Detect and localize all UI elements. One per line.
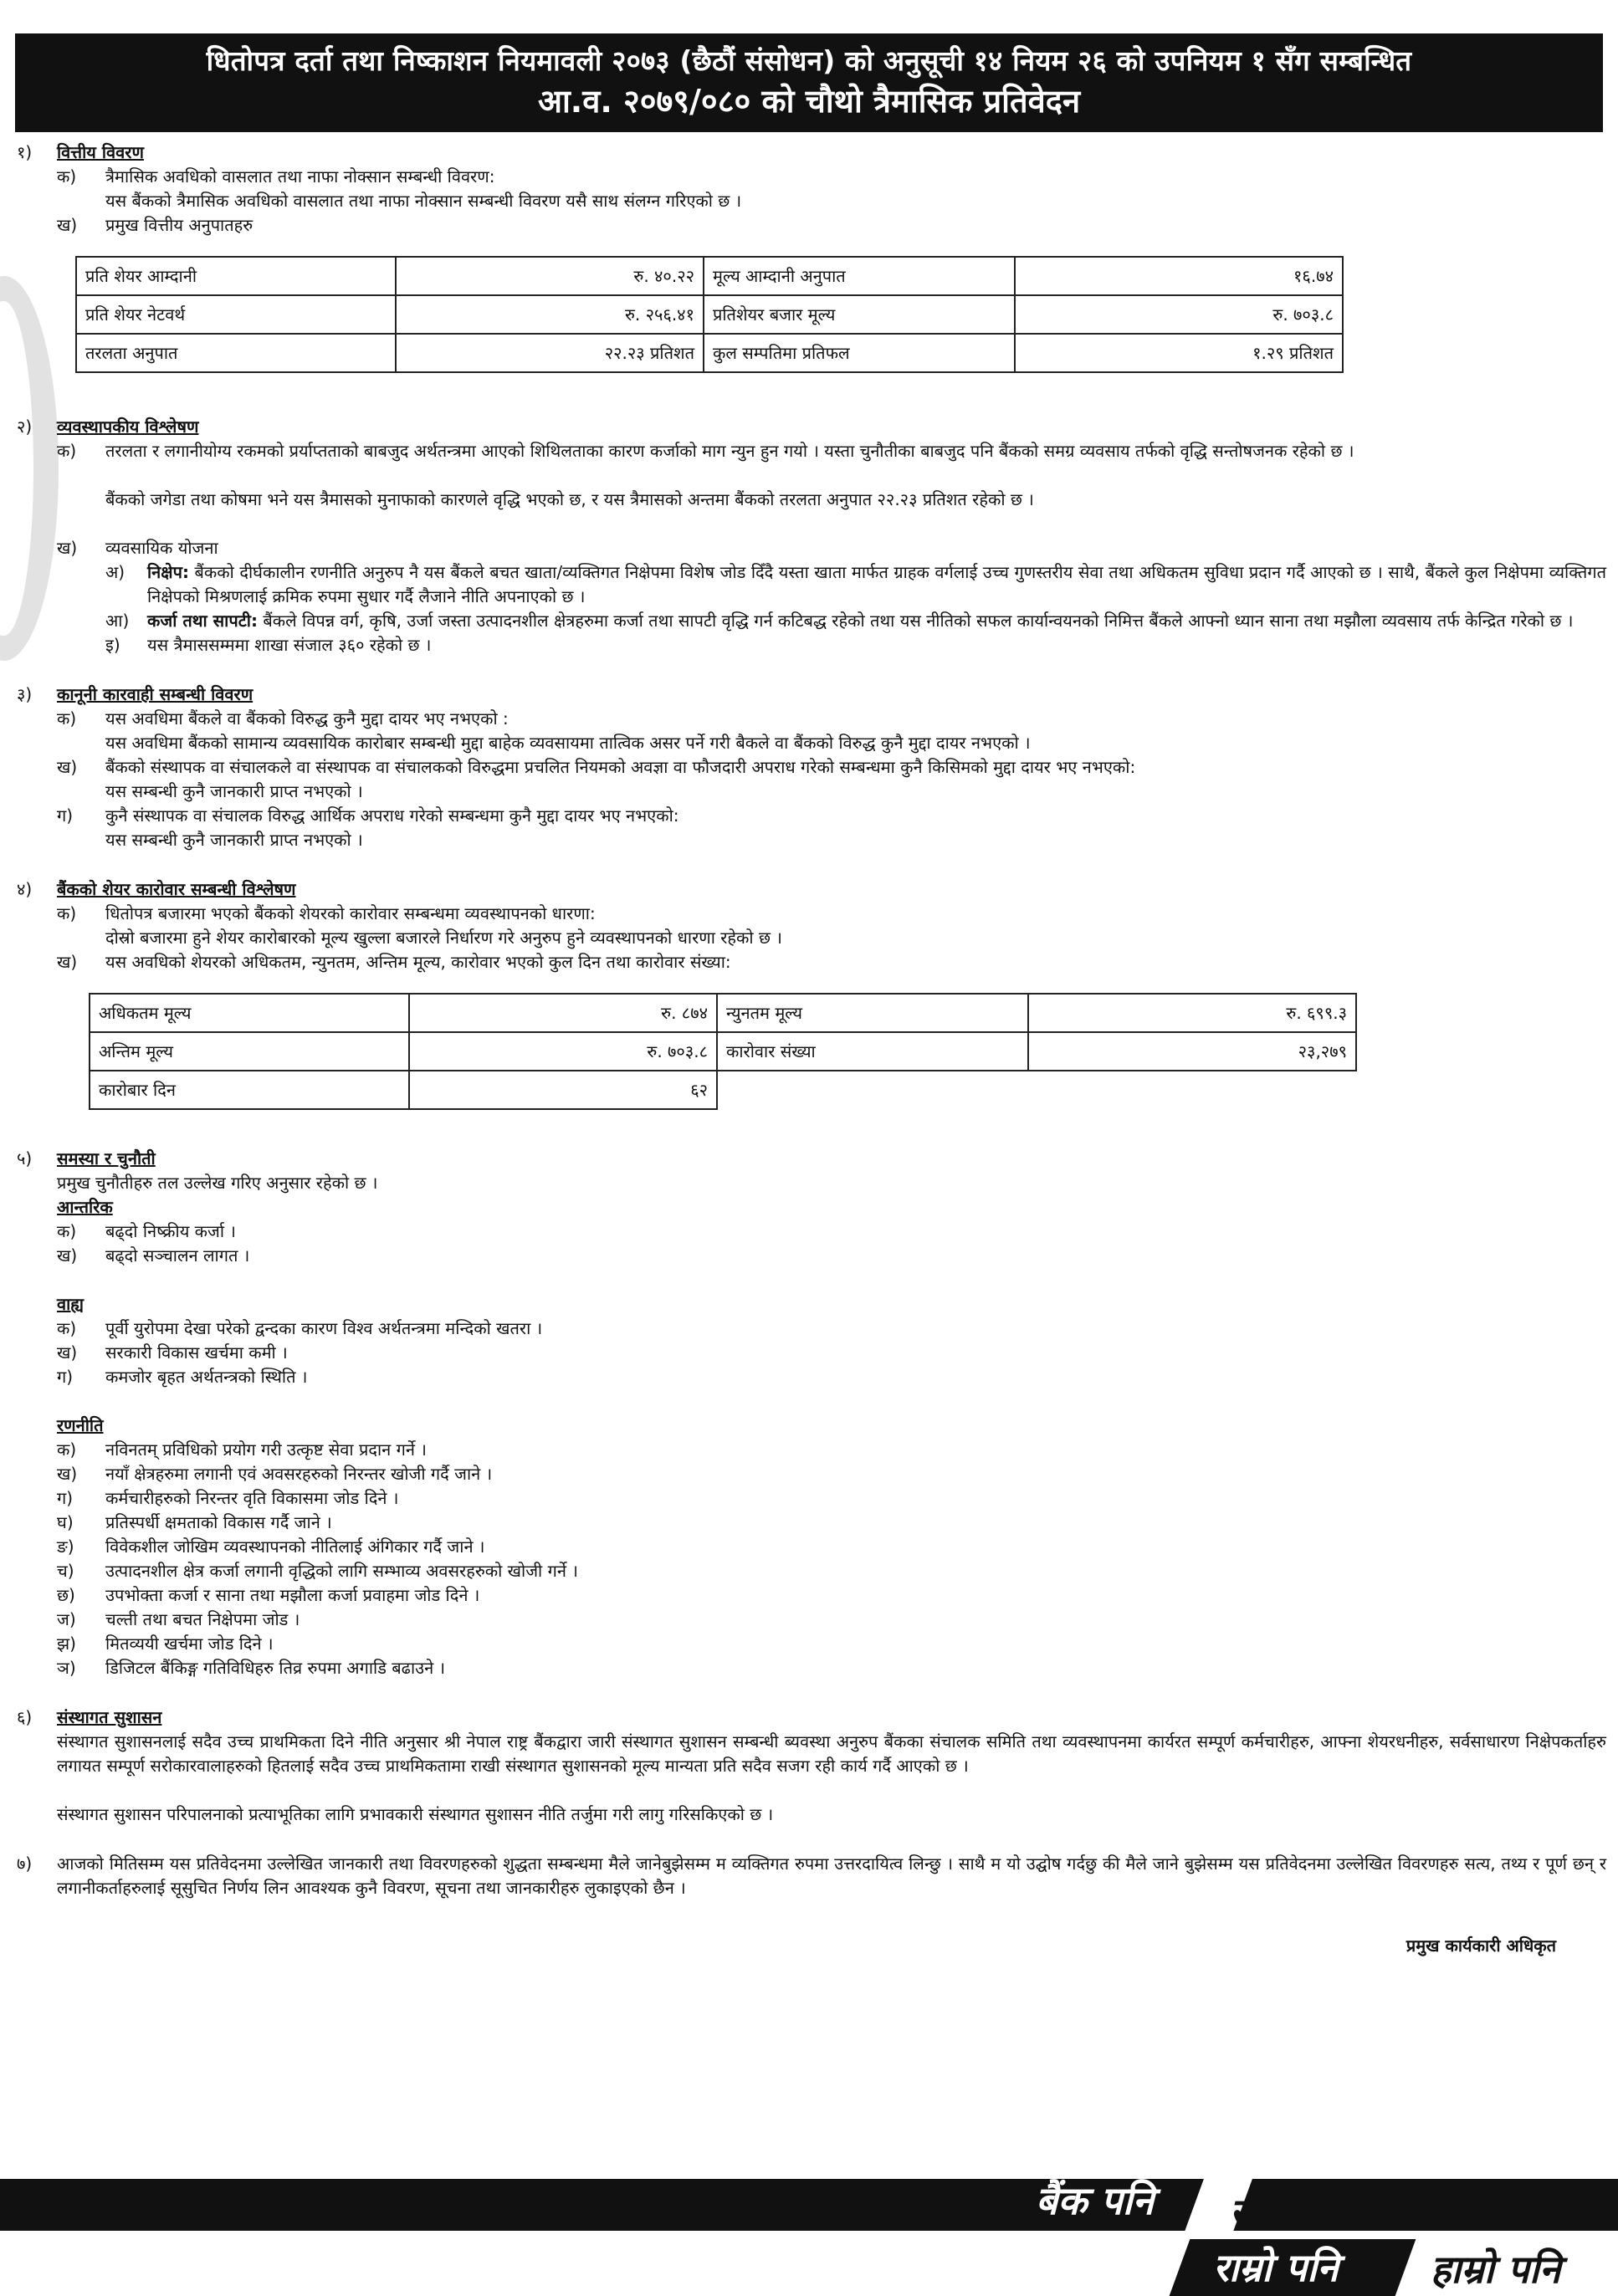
list-item [57,1438,1606,1462]
item-label: छ) [57,1585,75,1605]
list-item [57,1632,1606,1656]
item-text: डिजिटल बैंकिङ्ग गतिविधिहरु तिव्र रुपमा अगाडि बढाउने । [105,1658,446,1678]
share-trading-table [89,993,1357,1110]
slogan-1: बैंक पनि [1036,2178,1155,2223]
report-header [15,33,1603,132]
list-item [57,1535,1606,1559]
table-cell: कारोबार दिन [90,1071,409,1109]
section-management-analysis [17,415,1606,657]
external-title: वाह्य [57,1294,84,1314]
list-item [57,1462,1606,1486]
item-label: ज) [57,1609,76,1629]
section-number: ७) [17,1854,33,1874]
table-cell: प्रति शेयर आम्दानी [76,257,396,295]
table-row [90,1071,1356,1109]
item-text: प्रतिस्पर्धी क्षमताको विकास गर्दै जाने । [105,1512,332,1532]
item-label: क) [57,1221,77,1241]
section-title: समस्या र चुनौती [57,1148,156,1168]
report-content [17,141,1606,1958]
item-text: बैंकको संस्थापक वा संचालकले वा संस्थापक वा संचालकको विरुद्धमा प्रचलित नियमको अवज्ञा वा फौजदारी अपराध गरेको सम्बन्धमा कुनै किसिमको मुद्दा दायर भए नभएको: [105,757,1136,777]
item-text: यस अवधिको शेयरको अधिकतम, न्युनतम, अन्तिम मूल्य, कारोवार भएको कुल दिन तथा कारोवार संख्या: [105,952,731,972]
section-title: बैंकको शेयर कारोवार सम्बन्धी विश्लेषण [57,879,296,899]
item-label: ख) [57,215,78,235]
table-cell: प्रति शेयर नेटवर्थ [76,295,396,334]
item-text: यस अवधिमा बैंकले वा बैंकको विरुद्ध कुनै मुद्दा दायर भए नभएको : [105,708,509,729]
list-item [57,1511,1606,1535]
internal-title: आन्तरिक [57,1197,113,1217]
footer-bar [0,2179,1618,2231]
strategy-title: रणनीति [57,1415,104,1435]
table-cell: १६.७४ [1015,257,1343,295]
table-cell: २३,२७९ [1028,1032,1356,1071]
item-text: उत्पादनशील क्षेत्र कर्जा लगानी वृद्धिको लागि सम्भाव्य अवसरहरुको खोजी गर्ने । [105,1561,578,1581]
item-label: ख) [57,952,78,972]
table-row [90,1032,1356,1071]
footer-slogans [0,2171,1618,2296]
section-title: संस्थागत सुशासन [57,1707,162,1727]
table-cell: २२.२३ प्रतिशत [396,334,704,372]
section-number: ४) [17,879,33,899]
item-subtext: यस सम्बन्धी कुनै जानकारी प्राप्त नभएको । [105,781,363,801]
item-subtext: यस अवधिमा बैंकको सामान्य व्यवसायिक कारोबार सम्बन्धी मुद्दा बाहेक व्यवसायमा तात्विक असर पर्ने गरी बैकले वा बैंकको विरुद्ध कुनै मुद्दा दायर नभएको । [105,733,1031,753]
item-label: ञ) [57,1658,76,1678]
section-declaration [17,1852,1606,1900]
table-cell: अधिकतम मूल्य [90,994,409,1032]
sub-text: बैंकको दीर्घकालीन रणनीति अनुरुप नै यस बैंकले बचत खाता/व्यक्तिगत निक्षेपमा विशेष जोड दिँदै यस्ता खाता मार्फत ग्राहक वर्गलाई उच्च गुणस्तरीय सेवा तथा अधिकतम सुविधा प्रदान गर्दै आएको छ । साथै, बैंकले कुल निक्षेपमा व्यक्तिगत निक्षेपको मिश्रणलाई क्रमिक रुपमा सुधार गर्दै लैजाने नीति अपनाएको छ । [147,562,1606,606]
table-cell: तरलता अनुपात [76,334,396,372]
financial-ratios-table [75,256,1344,373]
item-text: पूर्वी युरोपमा देखा परेको द्वन्दका कारण विश्व अर्थतन्त्रमा मन्दिको खतरा । [105,1318,543,1338]
item-text: बढ्दो सञ्चालन लागत । [105,1245,250,1266]
item-subtext: यस बैंकको त्रैमासिक अवधिको वासलात तथा नाफा नोक्सान सम्बन्धी विवरण यसै साथ संलग्न गरिएको छ । [105,191,742,211]
item-label: ख) [57,1342,78,1363]
section-financial [17,141,1606,373]
table-cell: रु. २५६.४१ [396,295,704,334]
item-label: ख) [57,1464,78,1484]
list-item [57,1365,1606,1389]
table-cell: अन्तिम मूल्य [90,1032,409,1071]
list-item [57,1220,1606,1244]
item-text: प्रमुख वित्तीय अनुपातहरु [105,215,253,235]
section-title: कानूनी कारवाही सम्बन्धी विवरण [57,684,253,704]
item-text: नविनतम् प्रविधिको प्रयोग गरी उत्कृष्ट सेवा प्रदान गर्ने । [105,1439,427,1460]
item-text: कमजोर बृहत अर्थतन्त्रको स्थिति । [105,1367,308,1387]
sub-bold: निक्षेप: [147,562,189,582]
table-cell: मूल्य आम्दानी अनुपात [704,257,1015,295]
item-label: क) [57,903,77,923]
section-number: ६) [17,1707,33,1727]
section-governance [17,1705,1606,1827]
item-text: कुनै संस्थापक वा संचालक विरुद्ध आर्थिक अपराध गरेको सम्बन्धमा कुनै मुद्दा दायर भए नभएको: [105,805,679,826]
item-label: क) [57,166,77,187]
item-label: झ) [57,1634,76,1654]
item-label: ख) [57,1245,78,1266]
item-label: क) [57,1318,77,1338]
section-title: वित्तीय विवरण [57,142,144,162]
section-number: ३) [17,684,33,704]
table-cell: कुल सम्पतिमा प्रतिफल [704,334,1015,372]
item-text: नयाँ क्षेत्रहरुमा लगानी एवं अवसरहरुको निरन्तर खोजी गर्दै जाने । [105,1464,493,1484]
list-item [57,1244,1606,1268]
item-label: ग) [57,805,74,826]
sub-text: यस त्रैमाससम्ममा शाखा संजाल ३६० रहेको छ । [147,635,432,655]
item-text: सरकारी विकास खर्चमा कमी । [105,1342,288,1363]
item-text: तरलता र लगानीयोग्य रकमको प्रर्याप्तताको बाबजुद अर्थतन्त्रमा आएको शिथिलताका कारण कर्जाको माग न्युन हुन गयो । यस्ता चुनौतीका बाबजुद पनि बैंकको समग्र व्यवसाय तर्फको वृद्धि सन्तोषजनक रहेको छ । [105,441,1354,461]
table-cell: रु. ६९९.३ [1028,994,1356,1032]
table-cell: रु. ७०३.८ [1015,295,1343,334]
challenges-intro: प्रमुख चुनौतीहरु तल उल्लेख गरिए अनुसार रहेको छ । [57,1173,378,1193]
table-cell: रु. ४०.२२ [396,257,704,295]
table-cell: कारोवार संख्या [717,1032,1028,1071]
sub-label: इ) [105,635,120,655]
table-row [76,257,1343,295]
item-label: ग) [57,1488,74,1508]
table-row [76,334,1343,372]
section-number: २) [17,417,33,437]
list-item [57,1559,1606,1583]
item-text: उपभोक्ता कर्जा र साना तथा मझौला कर्जा प्रवाहमा जोड दिने । [105,1585,480,1605]
item-text: चल्ती तथा बचत निक्षेपमा जोड । [105,1609,300,1629]
sub-bold: कर्जा तथा सापटी: [147,611,258,631]
section-number: ५) [17,1148,33,1168]
table-cell: रु. ७०३.८ [409,1032,717,1071]
slogan-2: साथी पनि [1230,2190,1367,2235]
section-challenges [17,1147,1606,1680]
list-item [57,1608,1606,1632]
header-line-1: धितोपत्र दर्ता तथा निष्काशन नियमावली २०७३ (छैठौं संसोधन) को अनुसूची १४ नियम २६ को उपनियम १ सँग सम्बन्धित [206,44,1412,77]
header-line-2: आ.व. २०७९/०८० को चौथो त्रैमासिक प्रतिवेदन [537,83,1081,120]
section-share-trading [17,877,1606,1110]
item-text: धितोपत्र बजारमा भएको बैंकको शेयरको कारोवार सम्बन्धमा व्यवस्थापनको धारणा: [105,903,596,923]
list-item [57,1656,1606,1680]
item-text: विवेकशील जोखिम व्यवस्थापनको नीतिलाई अंगिकार गर्दै जाने । [105,1537,485,1557]
governance-paragraph: संस्थागत सुशासनलाई सदैव उच्च प्राथमिकता दिने नीति अनुसार श्री नेपाल राष्ट्र बैंकद्वारा जारी संस्थागत सुशासन सम्बन्धी ब्यवस्था अनुरुप बैंकका संचालक समिति तथा व्यवस्थापनमा कार्यरत सम्पूर्ण कर्मचारीहरु, आफ्ना शेयरधनीहरु, सर्वसाधारण निक्षेपकर्ताहरु लगायत सम्पूर्ण सरोकारवालाहरुको हितलाई सदैव उच्च प्राथमिकतामा राखी संस्थागत सुशासनको मूल्य मान्यता प्रति सदैव सजग रही कार्य गर्दै आएको छ । [57,1731,1606,1776]
sub-label: आ) [105,611,130,631]
item-label: च) [57,1561,74,1581]
item-label: क) [57,1439,77,1460]
signature-title: प्रमुख कार्यकारी अधिकृत [1406,1935,1556,1956]
list-item [57,1583,1606,1608]
sub-text: बैंकले विपन्न वर्ग, कृषि, उर्जा जस्ता उत्पादनशील क्षेत्रहरुमा कर्जा तथा सापटी वृद्धि गर्न कटिबद्ध रहेको तथा यस नीतिको सफल कार्यान्वयनको निमित्त बैंकले आफ्नो ध्यान साना तथा मझौला व्यवसाय तर्फ केन्द्रित गरेको छ । [257,611,1574,631]
sub-label: अ) [105,562,125,582]
table-cell: रु. ८७४ [409,994,717,1032]
item-subtext: दोस्रो बजारमा हुने शेयर कारोबारको मूल्य खुल्ला बजारले निर्धारण गरे अनुरुप हुने व्यवस्थापनको धारणा रहेको छ । [105,928,782,948]
declaration-text: आजको मितिसम्म यस प्रतिवेदनमा उल्लेखित जानकारी तथा विवरणहरुको शुद्धता सम्बन्धमा मैले जानेबुझेसम्म म व्यक्तिगत रुपमा उत्तरदायित्व लिन्छु । साथै म यो उद्घोष गर्दछु की मैले जाने बुझेसम्म यस प्रतिवेदनमा उल्लेखित विवरणहरु सत्य, तथ्य र पूर्ण छन् र लगानीकर्ताहरुलाई सूसुचित निर्णय लिन आवश्यक कुनै विवरण, सूचना तथा जानकारीहरु लुकाइएको छैन । [57,1854,1606,1898]
item-label: क) [57,441,77,461]
section-legal [17,683,1606,852]
slogan-3: राम्रो पनि [1213,2245,1339,2290]
item-label: ख) [57,538,78,558]
table-cell: प्रतिशेयर बजार मूल्य [704,295,1015,334]
item-text: त्रैमासिक अवधिको वासलात तथा नाफा नोक्सान सम्बन्धी विवरण: [105,166,495,187]
item-text: मितव्ययी खर्चमा जोड दिने । [105,1634,274,1654]
item-label: क) [57,708,77,729]
slogan-4: हाम्रो पनि [1431,2247,1561,2292]
item-subtext: बैंकको जगेडा तथा कोषमा भने यस त्रैमासको मुनाफाको कारणले वृद्धि भएको छ, र यस त्रैमासको अन्तमा बैंकको तरलता अनुपात २२.२३ प्रतिशत रहेको छ । [105,489,1034,509]
table-row [90,994,1356,1032]
governance-paragraph-2: संस्थागत सुशासन परिपालनाको प्रत्याभूतिका लागि प्रभावकारी संस्थागत सुशासन नीति तर्जुमा गरी लागु गरिसकिएको छ । [57,1804,774,1824]
section-title: व्यवस्थापकीय विश्लेषण [57,417,199,437]
table-cell: न्युनतम मूल्य [717,994,1028,1032]
item-label: घ) [57,1512,74,1532]
item-subtext: यस सम्बन्धी कुनै जानकारी प्राप्त नभएको । [105,830,363,850]
item-text: कर्मचारीहरुको निरन्तर वृति विकासमा जोड दिने । [105,1488,399,1508]
item-label: ङ) [57,1537,74,1557]
list-item [57,1317,1606,1341]
list-item [57,1486,1606,1511]
table-row [76,295,1343,334]
table-cell: १.२९ प्रतिशत [1015,334,1343,372]
item-label: ग) [57,1367,74,1387]
item-text: बढ्दो निष्क्रीय कर्जा । [105,1221,236,1241]
item-text: व्यवसायिक योजना [105,538,218,558]
item-label: ख) [57,757,78,777]
list-item [57,1341,1606,1365]
section-number: १) [17,142,33,162]
table-cell: ६२ [409,1071,717,1109]
